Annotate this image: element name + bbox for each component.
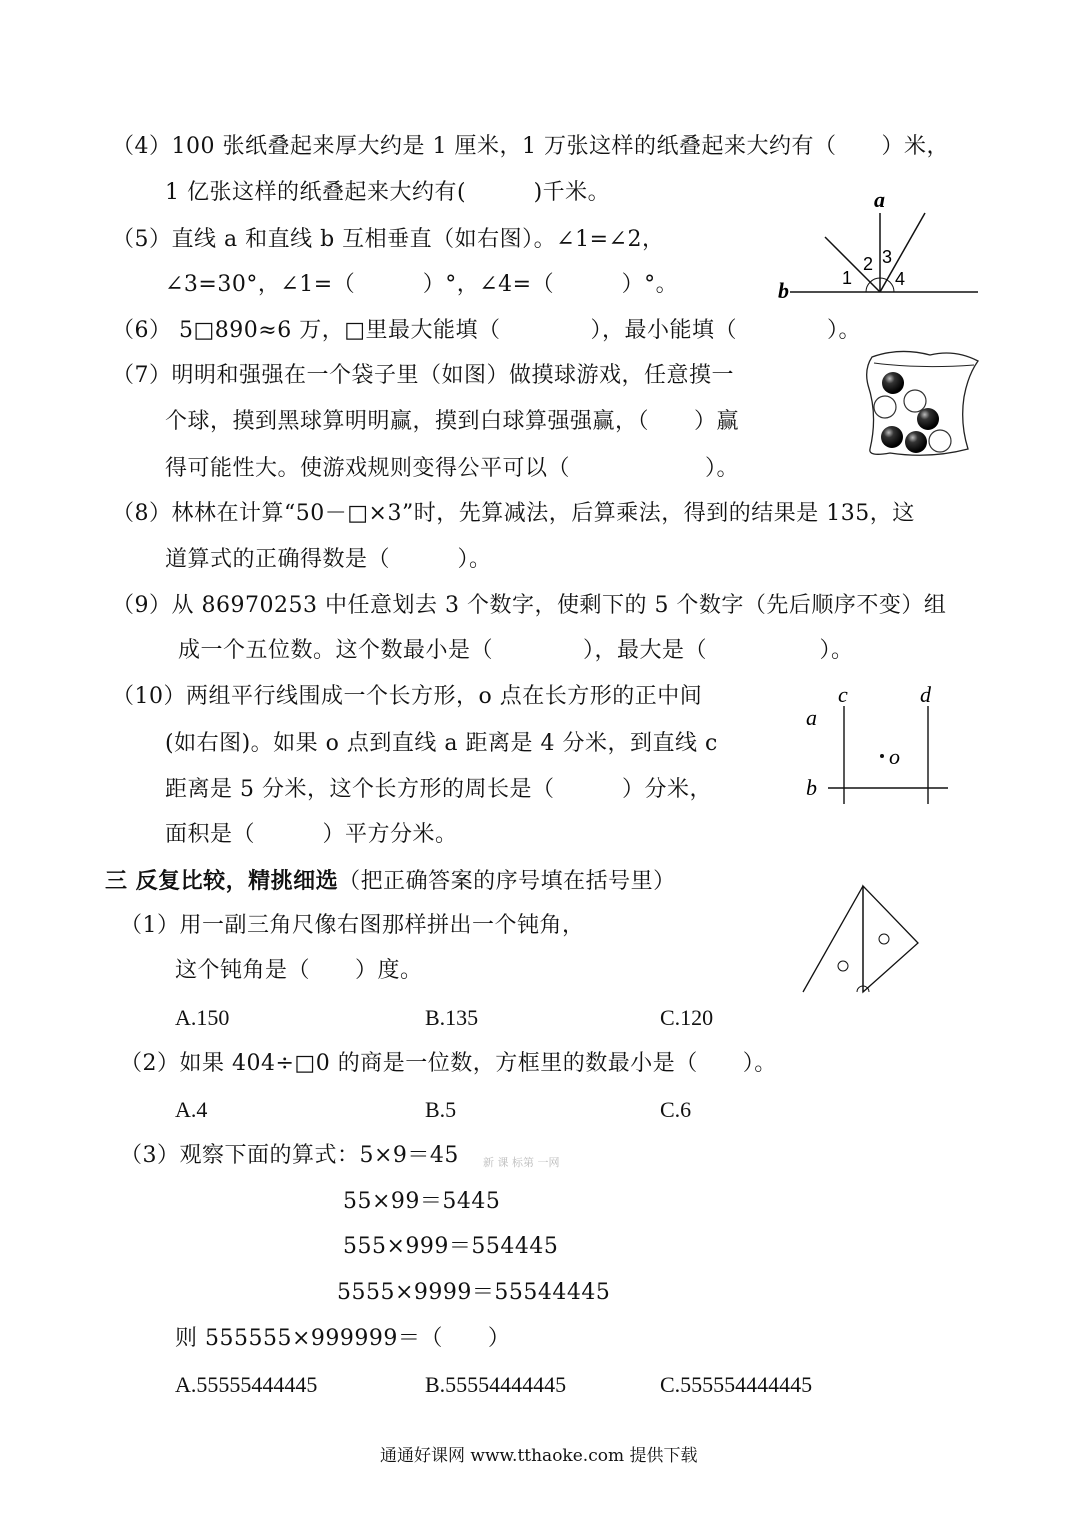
fig10-label-b: b: [806, 775, 817, 800]
q8-line1: （8）林林在计算“50－□×3”时，先算减法，后算乘法，得到的结果是 135，这: [112, 501, 915, 526]
s3q3-then: 则 555555×999999＝（ ）: [175, 1326, 511, 1351]
footer-credit: 通通好课网 www.tthaoke.com 提供下载: [380, 1446, 698, 1466]
q9-line1: （9）从 86970253 中任意划去 3 个数字，使剩下的 5 个数字（先后顺序不变）组: [112, 593, 947, 618]
rectangle-parallel-lines-figure: [798, 678, 958, 808]
ball-bag-figure: [860, 345, 985, 460]
s3q2-line1: （2）如果 404÷□0 的商是一位数，方框里的数最小是（ ）。: [120, 1051, 777, 1076]
q10-line2: (如右图)。如果 o 点到直线 a 距离是 4 分米，到直线 c: [165, 731, 718, 756]
triangle-rulers-figure: [795, 880, 930, 998]
q5-line1: （5）直线 a 和直线 b 互相垂直（如右图）。∠1=∠2，: [112, 227, 665, 252]
q10-line3: 距离是 5 分米，这个长方形的周长是（ ）分米，: [165, 777, 712, 802]
s3q3-option-a: A.55555444445: [175, 1372, 318, 1397]
s3q2-option-b: B.5: [425, 1097, 457, 1122]
fig5-angle-4: 4: [895, 269, 906, 289]
q4-line1: （4）100 张纸叠起来厚大约是 1 厘米，1 万张这样的纸叠起来大约有（ ）米，: [112, 134, 949, 159]
q7-line2: 个球，摸到黑球算明明赢，摸到白球算强强赢，（ ）赢: [165, 409, 740, 434]
s3q2-option-a: A.4: [175, 1097, 208, 1122]
fig5-label-b: b: [778, 278, 789, 303]
perpendicular-lines-figure: [770, 185, 985, 305]
s3q2-option-c: C.6: [660, 1097, 692, 1122]
fig5-angle-2: 2: [863, 254, 874, 274]
s3q3-equation-2: 55×99＝5445: [343, 1189, 501, 1214]
q6-line1: （6） 5□890≈6 万，□里最大能填（ ），最小能填（ ）。: [112, 318, 861, 343]
black-ball: [881, 426, 903, 448]
ruler-hole: [838, 961, 848, 971]
q9-line2: 成一个五位数。这个数最小是（ ），最大是（ ）。: [178, 638, 854, 663]
section3-title-note: （把正确答案的序号填在括号里）: [338, 869, 676, 894]
section3-title-main: 三 反复比较，精挑细选: [105, 868, 339, 894]
fig10-label-a: a: [806, 705, 817, 730]
ruler-hole: [879, 934, 889, 944]
s3q3-equation-3: 555×999＝554445: [343, 1234, 559, 1259]
white-ball: [929, 430, 951, 452]
q10-line1: （10）两组平行线围成一个长方形，o 点在长方形的正中间: [112, 684, 703, 709]
q4-line2: 1 亿张这样的纸叠起来大约有( )千米。: [165, 180, 611, 205]
s3q3-option-b: B.55554444445: [425, 1372, 567, 1397]
fig5-label-a: a: [874, 187, 885, 212]
black-ball: [905, 431, 927, 453]
fig10-label-c: c: [838, 682, 848, 707]
s3q1-option-b: B.135: [425, 1005, 479, 1030]
fig10-label-o: o: [889, 744, 900, 769]
q5-line2: ∠3=30°，∠1=（ ）°，∠4=（ ）°。: [165, 272, 679, 297]
q7-line3: 得可能性大。使游戏规则变得公平可以（ ）。: [165, 456, 740, 481]
fig5-angle-3: 3: [882, 247, 893, 267]
s3q3-line1: （3）观察下面的算式：5×9＝45: [120, 1143, 459, 1168]
white-ball: [904, 390, 926, 412]
s3q3-option-c: C.555554444445: [660, 1372, 813, 1397]
section3-title: [105, 866, 676, 897]
triangle-ruler-30-edge: [803, 886, 863, 992]
q8-line2: 道算式的正确得数是（ ）。: [165, 547, 492, 572]
white-ball: [874, 396, 896, 418]
watermark-text: 新 课 标第 一网: [483, 1156, 560, 1169]
fig5-angle-1: 1: [842, 268, 853, 288]
q10-line4: 面积是（ ）平方分米。: [165, 822, 458, 847]
s3q1-line1: （1）用一副三角尺像右图那样拼出一个钝角，: [120, 913, 585, 938]
black-ball: [917, 408, 939, 430]
q7-line1: （7）明明和强强在一个袋子里（如图）做摸球游戏，任意摸一: [112, 363, 734, 388]
s3q1-option-a: A.150: [175, 1005, 230, 1030]
s3q1-line2: 这个钝角是（ ）度。: [175, 958, 423, 983]
fig10-label-d: d: [920, 682, 931, 707]
s3q3-equation-4: 5555×9999＝55544445: [337, 1280, 611, 1305]
point-o: [880, 754, 884, 758]
black-ball: [882, 372, 904, 394]
s3q1-option-c: C.120: [660, 1005, 714, 1030]
triangle-ruler-45: [863, 886, 918, 992]
